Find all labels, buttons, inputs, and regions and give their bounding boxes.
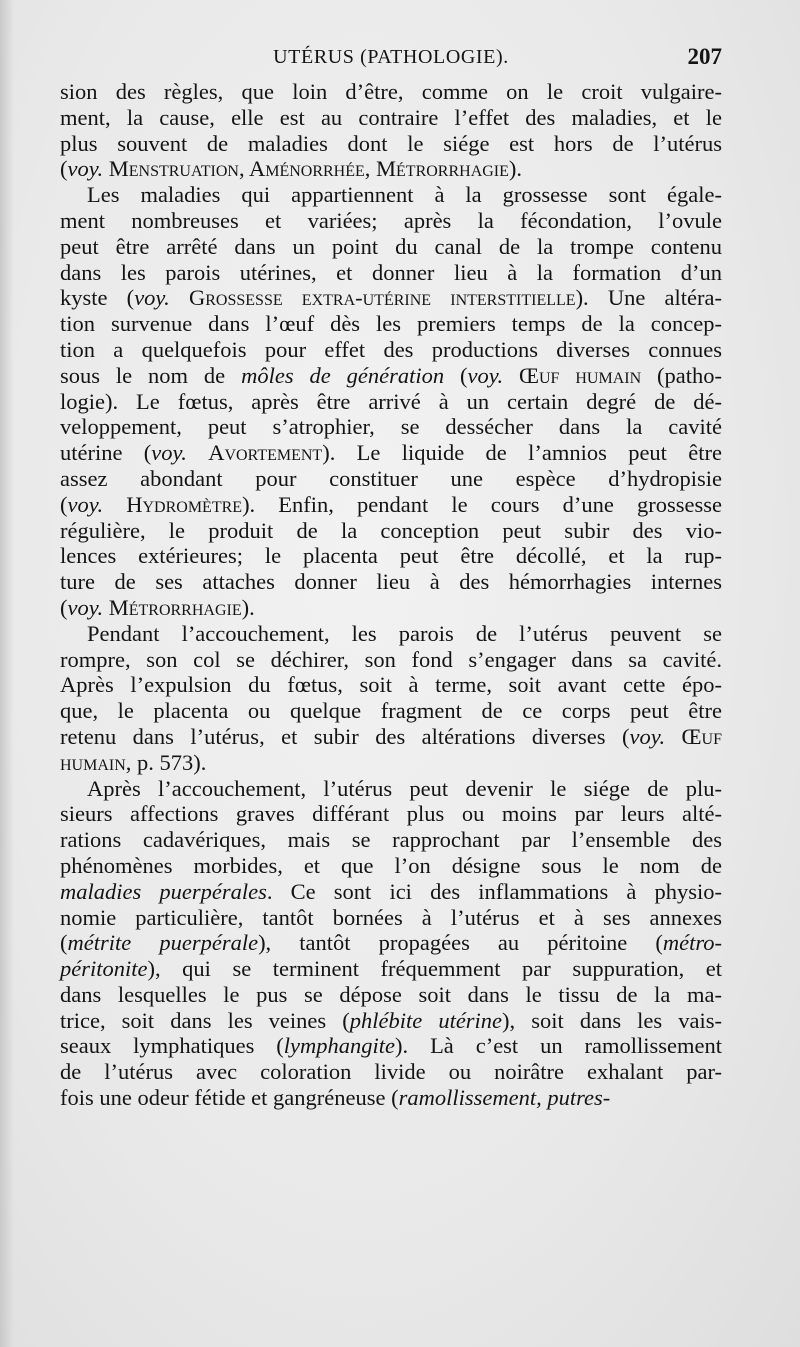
text-line: [60, 389, 722, 415]
small-caps-run: humain: [60, 749, 126, 775]
text-run: trice, soit dans les veines (: [60, 1007, 350, 1033]
italic-run: métro-: [662, 930, 722, 956]
small-caps-run: Hydromètre: [126, 491, 243, 517]
text-run: lences extérieures; le placenta peut être décollé, et la rup-: [60, 543, 722, 569]
text-run: nomie particulière, tantôt bornées à l’utérus et à ses annexes: [60, 904, 722, 930]
text-run: ). Enfin, pendant le cours d’une grossesse: [242, 491, 723, 517]
text-line: [60, 621, 722, 647]
text-run: sous le nom de: [60, 362, 242, 388]
text-run: [665, 724, 681, 749]
text-line: [60, 1085, 722, 1111]
text-line: [60, 182, 722, 208]
text-line: [60, 440, 722, 466]
text-run: plus souvent de maladies dont le siége est hors de l’utérus: [60, 130, 722, 156]
text-line: [60, 518, 722, 544]
paragraph: [60, 182, 722, 621]
text-run: Après l’expulsion du fœtus, soit à terme, soit avant cette épo-: [60, 672, 722, 698]
text-body: [60, 79, 722, 1111]
text-line: [60, 363, 722, 389]
text-line: [60, 1008, 722, 1034]
text-line: [60, 776, 722, 802]
text-line: [60, 569, 722, 595]
text-run: Les maladies qui appartiennent à la grossesse sont égale-: [87, 182, 722, 208]
text-run: [503, 363, 519, 388]
text-line: [60, 208, 722, 234]
paragraph: [60, 79, 722, 182]
text-run: (: [60, 156, 68, 182]
text-run: ment, la cause, elle est au contraire l’effet des maladies, et le: [60, 104, 722, 130]
text-run: (: [60, 594, 68, 620]
text-run: de l’utérus avec coloration livide ou noirâtre exhalant par-: [60, 1059, 722, 1085]
italic-run: voy.: [467, 362, 504, 388]
text-line: [60, 492, 722, 518]
text-run: ), soit dans les vais-: [502, 1007, 722, 1033]
text-line: [60, 1033, 722, 1059]
text-line: [60, 543, 722, 569]
italic-run: lymphangite: [283, 1033, 396, 1059]
text-run: ). Le liquide de l’amnios peut être: [322, 440, 722, 466]
text-run: Pendant l’accouchement, les parois de l’utérus peuvent se: [87, 620, 722, 646]
text-run: (patho-: [641, 362, 723, 388]
text-run: que, le placenta ou quelque fragment de ce corps peut être: [60, 698, 722, 724]
text-run: [103, 492, 126, 517]
text-run: [187, 440, 208, 465]
text-run: rations cadavériques, mais se rapprochant par l’ensemble des: [60, 827, 722, 853]
italic-run: voy.: [67, 156, 104, 182]
text-line: [60, 285, 722, 311]
paragraph: [60, 621, 722, 776]
text-run: dans lesquelles le pus se dépose soit dans le tissu de la ma-: [60, 981, 722, 1007]
text-line: [60, 724, 722, 750]
text-line: [60, 801, 722, 827]
text-line: [60, 698, 722, 724]
text-line: [60, 414, 722, 440]
text-run: ).: [241, 594, 255, 620]
small-caps-run: Menstruation, Aménorrhée, Métrorrhagie: [108, 156, 509, 182]
text-run: seaux lymphatiques (: [60, 1033, 284, 1059]
small-caps-run: Œuf humain: [519, 362, 642, 388]
text-run: retenu dans l’utérus, et subir des altérations diverses (: [60, 723, 630, 749]
italic-run: voy.: [67, 491, 104, 517]
paragraph: [60, 776, 722, 1111]
text-line: [60, 337, 722, 363]
text-run: rompre, son col se déchirer, son fond s’engager dans sa cavité.: [60, 646, 722, 672]
italic-run: péritonite: [60, 956, 148, 982]
text-line: [60, 750, 722, 776]
text-line: [60, 234, 722, 260]
text-line: [60, 131, 722, 157]
text-run: veloppement, peut s’atrophier, se dessécher dans la cavité: [60, 414, 722, 440]
italic-run: voy.: [67, 594, 104, 620]
text-line: [60, 595, 722, 621]
text-run: dans les parois utérines, et donner lieu à la formation d’un: [60, 259, 722, 285]
page-header: [60, 40, 722, 74]
text-line: [60, 853, 722, 879]
text-run: tion survenue dans l’œuf dès les premiers temps de la concep-: [60, 311, 722, 337]
small-caps-run: Grossesse extra-utérine interstitielle: [189, 285, 576, 311]
text-run: , p. 573).: [125, 749, 207, 775]
page-number: 207: [687, 44, 722, 69]
text-run: ment nombreuses et variées; après la fécondation, l’ovule: [60, 207, 722, 233]
text-run: . Ce sont ici des inflammations à physio-: [266, 878, 722, 904]
text-line: [60, 930, 722, 956]
text-line: [60, 956, 722, 982]
italic-run: voy.: [629, 723, 666, 749]
text-run: (: [60, 930, 68, 956]
text-line: [60, 466, 722, 492]
text-line: [60, 156, 722, 182]
text-line: [60, 79, 722, 105]
text-line: [60, 905, 722, 931]
text-line: [60, 1059, 722, 1085]
text-run: kyste (: [60, 285, 135, 311]
text-run: tion a quelquefois pour effet des productions diverses connues: [60, 336, 722, 362]
text-run: peut être arrêté dans un point du canal de la trompe contenu: [60, 233, 722, 259]
text-run: ), tantôt propagées au péritoine (: [258, 930, 663, 956]
italic-run: voy.: [151, 440, 187, 466]
text-line: [60, 827, 722, 853]
small-caps-run: Œuf: [681, 723, 722, 749]
italic-run: métrite puerpérale: [67, 930, 259, 956]
italic-run: ramollissement, putres-: [398, 1085, 611, 1111]
text-run: ).: [508, 156, 523, 182]
text-run: [170, 285, 189, 310]
text-line: [60, 672, 722, 698]
text-run: sieurs affections graves différant plus ou moins par leurs alté-: [60, 801, 722, 827]
text-line: [60, 105, 722, 131]
text-run: sion des règles, que loin d’être, comme on le croit vulgaire-: [60, 79, 722, 104]
italic-run: maladies puerpérales: [60, 878, 267, 904]
text-run: logie). Le fœtus, après être arrivé à un certain degré de dé-: [60, 388, 722, 414]
page-gutter-shadow: [0, 0, 14, 1347]
text-run: (: [444, 362, 468, 388]
text-run: utérine (: [60, 440, 152, 466]
text-line: [60, 311, 722, 337]
italic-run: voy.: [134, 285, 170, 311]
text-run: phénomènes morbides, et que l’on désigne sous le nom de: [60, 852, 722, 878]
text-run: ). Une altéra-: [575, 285, 722, 311]
italic-run: phlébite utérine: [349, 1007, 503, 1033]
text-run: ). Là c’est un ramollissement: [395, 1033, 722, 1059]
text-run: assez abondant pour constituer une espèce d’hydropisie: [60, 465, 722, 491]
text-run: ), qui se terminent fréquemment par suppuration, et: [147, 956, 722, 982]
text-line: [60, 982, 722, 1008]
text-run: Après l’accouchement, l’utérus peut devenir le siége de plu-: [87, 775, 722, 801]
small-caps-run: Métrorrhagie: [108, 594, 242, 620]
text-line: [60, 879, 722, 905]
text-run: régulière, le produit de la conception peut subir des vio-: [60, 517, 722, 543]
text-line: [60, 260, 722, 286]
text-run: (: [60, 491, 68, 517]
text-line: [60, 647, 722, 673]
running-head: UTÉRUS (PATHOLOGIE).: [273, 46, 509, 68]
italic-run: môles de génération: [241, 362, 445, 388]
text-run: ture de ses attaches donner lieu à des hémorrhagies internes: [60, 569, 722, 595]
text-run: fois une odeur fétide et gangréneuse (: [60, 1085, 399, 1111]
small-caps-run: Avortement: [208, 440, 323, 466]
